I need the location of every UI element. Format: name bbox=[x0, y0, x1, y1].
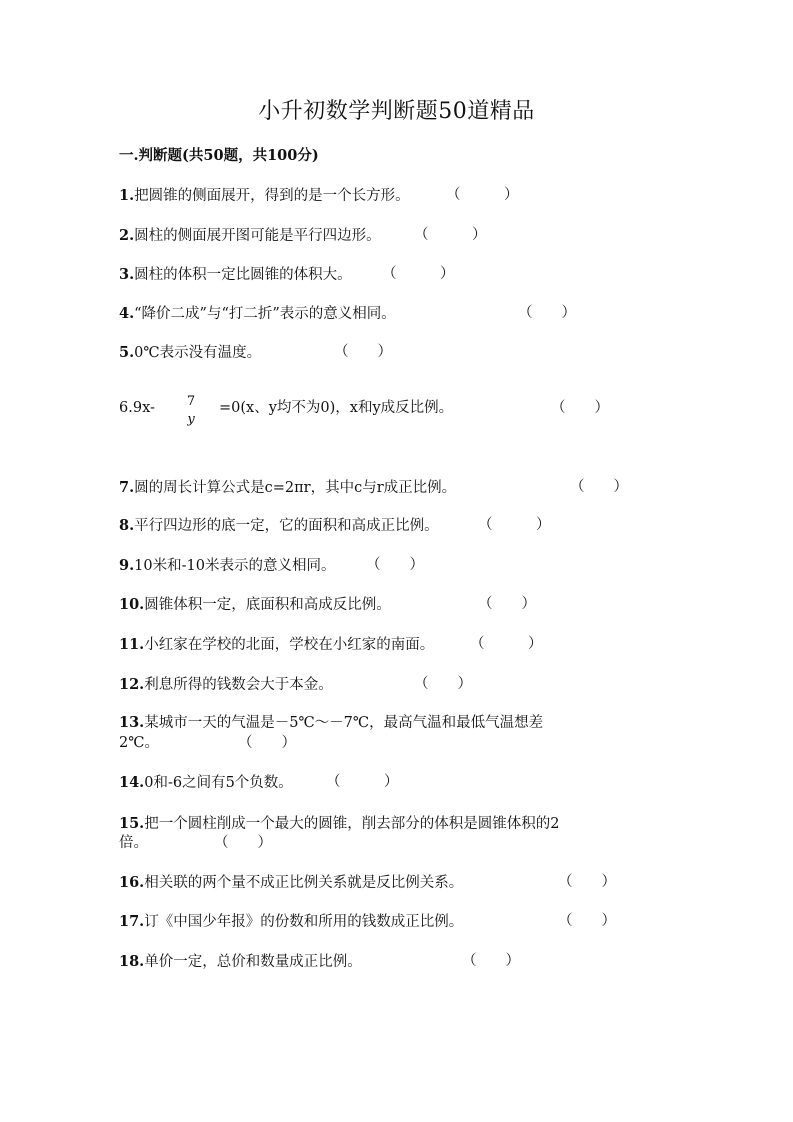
question-number: 1. bbox=[119, 187, 135, 204]
question-text: 圆的周长计算公式是c=2πr，其中c与r成正比例。 bbox=[134, 480, 457, 496]
question-8 bbox=[119, 515, 439, 537]
question-4 bbox=[119, 303, 396, 325]
answer-blank[interactable]: （ ） bbox=[570, 479, 628, 495]
question-number: 3. bbox=[119, 266, 135, 283]
question-6 bbox=[119, 398, 155, 419]
answer-blank[interactable]: （ ） bbox=[518, 305, 576, 321]
question-number: 18. bbox=[119, 953, 145, 970]
question-text: 把圆锥的侧面展开，得到的是一个长方形。 bbox=[134, 188, 410, 204]
question-2 bbox=[119, 225, 381, 247]
fraction-numerator: 7 bbox=[186, 394, 196, 409]
answer-blank[interactable]: （ ） bbox=[414, 676, 472, 692]
answer-blank[interactable]: （ ） bbox=[214, 835, 272, 851]
question-18 bbox=[119, 951, 362, 973]
question-text: 小红家在学校的北面，学校在小红家的南面。 bbox=[144, 637, 435, 653]
question-number: 8. bbox=[119, 517, 135, 534]
question-text: “降价二成”与“打二折”表示的意义相同。 bbox=[134, 306, 396, 322]
question-17 bbox=[119, 911, 463, 933]
question-11 bbox=[119, 634, 434, 656]
answer-blank[interactable]: （ ） bbox=[446, 187, 519, 203]
question-5 bbox=[119, 342, 261, 364]
answer-blank[interactable]: （ ） bbox=[382, 266, 455, 282]
question-number: 13. bbox=[119, 714, 145, 731]
question-number: 7. bbox=[119, 479, 135, 496]
answer-blank[interactable]: （ ） bbox=[470, 636, 543, 652]
question-number: 9. bbox=[119, 557, 135, 574]
answer-blank[interactable]: （ ） bbox=[326, 774, 399, 790]
answer-blank[interactable]: （ ） bbox=[478, 596, 536, 612]
section-heading: 一.判断题(共50题，共100分) bbox=[119, 147, 319, 164]
question-text: 圆锥体积一定，底面积和高成反比例。 bbox=[144, 597, 391, 613]
question-text: 利息所得的钱数会大于本金。 bbox=[144, 677, 333, 693]
question-10 bbox=[119, 594, 391, 616]
question-number: 2. bbox=[119, 227, 135, 244]
question-text: 单价一定，总价和数量成正比例。 bbox=[144, 954, 362, 970]
question-text-rest: =0(x、y均不为0)，x和y成反比例。 bbox=[219, 400, 454, 416]
question-text: 相关联的两个量不成正比例关系就是反比例关系。 bbox=[144, 875, 464, 891]
fraction-denominator: y bbox=[187, 412, 195, 427]
answer-blank[interactable]: （ ） bbox=[478, 517, 551, 533]
question-number: 16. bbox=[119, 874, 145, 891]
question-15 bbox=[119, 813, 559, 835]
question-text: 10米和-10米表示的意义相同。 bbox=[134, 558, 336, 574]
question-text: 0℃表示没有温度。 bbox=[134, 345, 262, 361]
answer-blank[interactable]: （ ） bbox=[414, 227, 487, 243]
question-3 bbox=[119, 264, 352, 286]
question-13-line-2: 2℃。 bbox=[119, 735, 159, 751]
question-13 bbox=[119, 712, 543, 734]
question-number: 12. bbox=[119, 676, 145, 693]
question-number: 10. bbox=[119, 596, 145, 613]
answer-blank[interactable]: （ ） bbox=[366, 557, 424, 573]
question-number: 15. bbox=[119, 815, 145, 832]
answer-blank[interactable]: （ ） bbox=[462, 953, 520, 969]
question-9 bbox=[119, 555, 335, 577]
question-1 bbox=[119, 185, 410, 207]
question-number: 4. bbox=[119, 305, 135, 322]
question-number: 14. bbox=[119, 774, 145, 791]
question-7 bbox=[119, 477, 456, 499]
question-15-line-2: 倍。 bbox=[119, 835, 148, 851]
document-title: 小升初数学判断题50道精品 bbox=[258, 99, 535, 124]
question-number: 17. bbox=[119, 913, 145, 930]
fraction bbox=[184, 393, 198, 429]
answer-blank[interactable]: （ ） bbox=[551, 400, 609, 416]
answer-blank[interactable]: （ ） bbox=[558, 874, 616, 890]
answer-blank[interactable]: （ ） bbox=[334, 344, 392, 360]
question-text: 把一个圆柱削成一个最大的圆锥，削去部分的体积是圆锥体积的2 bbox=[144, 816, 560, 832]
question-text: 某城市一天的气温是－5℃～－7℃，最高气温和最低气温想差 bbox=[144, 715, 544, 731]
question-number: 11. bbox=[119, 636, 145, 653]
answer-blank[interactable]: （ ） bbox=[558, 913, 616, 929]
question-16 bbox=[119, 872, 463, 894]
question-text: 订《中国少年报》的份数和所用的钱数成正比例。 bbox=[144, 914, 464, 930]
question-14 bbox=[119, 772, 293, 794]
question-12 bbox=[119, 674, 333, 696]
question-text-lead: 9x- bbox=[132, 400, 155, 416]
question-number: 5. bbox=[119, 344, 135, 361]
question-number: 6. bbox=[119, 400, 133, 416]
question-text: 平行四边形的底一定，它的面积和高成正比例。 bbox=[134, 518, 439, 534]
question-text: 圆柱的体积一定比圆锥的体积大。 bbox=[134, 267, 352, 283]
answer-blank[interactable]: （ ） bbox=[238, 735, 296, 751]
question-text: 圆柱的侧面展开图可能是平行四边形。 bbox=[134, 228, 381, 244]
question-text: 0和-6之间有5个负数。 bbox=[144, 775, 293, 791]
